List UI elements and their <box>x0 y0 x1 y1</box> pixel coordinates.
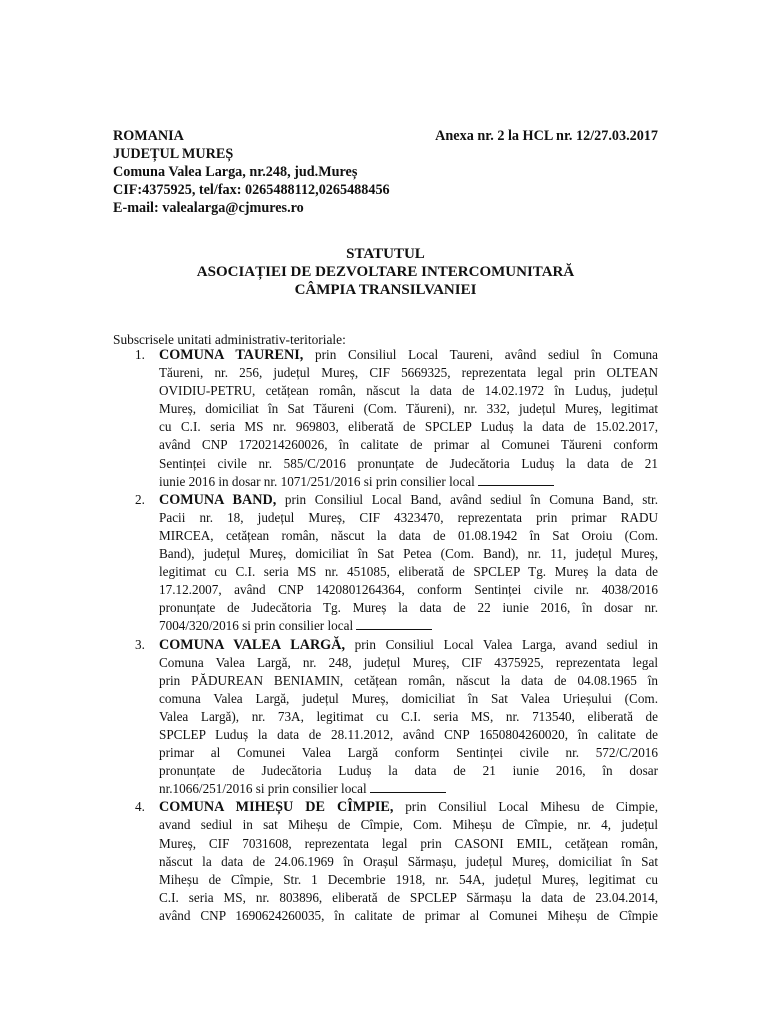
list-item-band <box>113 491 658 636</box>
title-line-1: STATUTUL <box>346 246 425 262</box>
list-item-line: având CNP 1720214260026, în calitate de primar al Comunei Tăureni conform <box>159 437 658 453</box>
list-item-line: Band), județul Mureș, domiciliat în Sat Petea (Com. Band), nr. 11, județul Mureș, <box>159 546 658 562</box>
member-list <box>113 346 658 925</box>
list-item-line: OVIDIU-PETRU, cetățean român, născut la data de 14.02.1972 în Luduș, județul <box>159 383 658 399</box>
header-contact: CIF:4375925, tel/fax: 0265488112,0265488456 <box>113 182 390 198</box>
title-line-2: ASOCIAȚIEI DE DEZVOLTARE INTERCOMUNITARĂ <box>196 264 575 280</box>
list-item-number: 2. <box>135 491 145 507</box>
list-item-text: prin Consiliul Local Valea Larga, avand sediul in <box>345 636 658 652</box>
list-item-line <box>159 473 658 491</box>
list-item-line: MIRCEA, cetățean român, născut la data de 01.08.1942 în Sat Oroiu (Com. <box>159 527 658 543</box>
title-line-3: CÂMPIA TRANSILVANIEI <box>294 282 477 298</box>
list-item-line: născut la data de 24.06.1969 în Orașul Sărmașu, județul Mureș, domiciliat în Sat <box>159 853 658 869</box>
annex-reference: Anexa nr. 2 la HCL nr. 12/27.03.2017 <box>435 128 658 144</box>
list-item-line: prin PĂDUREAN BENIAMIN, cetățean român, născut la data de 04.08.1965 în <box>159 672 658 688</box>
header-address: Comuna Valea Larga, nr.248, jud.Mureș <box>113 164 358 180</box>
header-country: ROMANIA <box>113 128 184 144</box>
list-item-line: 17.12.2007, având CNP 1420801264364, conform Sentinței civile nr. 4038/2016 <box>159 582 658 598</box>
document-header <box>113 127 658 217</box>
list-item-text: prin Consiliul Local Taureni, având sediul în Comuna <box>303 347 658 362</box>
list-item-line: Valea Largă), nr. 73A, legitimat cu C.I. seria MS, nr. 713540, eliberată de <box>159 708 658 724</box>
signature-blank <box>356 617 432 630</box>
document-title <box>113 245 658 299</box>
list-item-line: cu C.I. seria MS nr. 969803, eliberată de SPCLEP Luduș la data de 15.02.2017, <box>159 419 658 435</box>
list-item-text: iunie 2016 in dosar nr. 1071/251/2016 si prin consilier local <box>159 473 479 489</box>
list-item-line: Mureș, CIF 7031608, reprezentata legal prin CASONI EMIL, cetățean român, <box>159 835 658 851</box>
list-item-line <box>159 617 658 635</box>
list-item-line: C.I. seria MS, nr. 803896, eliberată de SPCLEP Sărmașu la data de 23.04.2014, <box>159 889 658 905</box>
list-item-tăureni <box>113 346 658 491</box>
list-item-line <box>159 491 658 509</box>
list-item-heading: COMUNA VALEA LARGĂ, <box>159 636 346 653</box>
list-item-line: Mureș, domiciliat în Sat Tăureni (Com. Tăureni), nr. 332, județul Mureș, legitimat <box>159 401 658 417</box>
header-email: E-mail: valealarga@cjmures.ro <box>113 200 304 216</box>
signature-blank <box>370 780 446 793</box>
list-item-line: avand sediul in sat Miheșu de Cîmpie, Com. Miheșu de Cîmpie, nr. 4, județul <box>159 817 658 833</box>
list-item-line: Pacii nr. 18, județul Mureș, CIF 4323470, reprezentata prin primar RADU <box>159 509 658 525</box>
list-item-line: Miheșu de Cîmpie, Str. 1 Decembrie 1918, nr. 54A, județul Mureș, legitimat cu <box>159 871 658 887</box>
list-item-heading: COMUNA TAURENI, <box>159 347 304 363</box>
list-item-line: comuna Valea Largă, județul Mureș, domiciliat în Sat Valea Urieșului (Com. <box>159 690 658 706</box>
list-item-text: 7004/320/2016 si prin consilier local <box>159 618 357 634</box>
list-item-line: Tăureni, nr. 256, județul Mureș, CIF 5669325, reprezentata legal prin OLTEAN <box>159 365 658 381</box>
list-item-heading: COMUNA BAND, <box>159 491 277 508</box>
list-item-line: primar al Comunei Valea Largă conform Sentinței civile nr. 572/C/2016 <box>159 745 658 761</box>
list-item-line <box>159 798 658 816</box>
list-item-number: 1. <box>135 347 145 362</box>
list-item-line: având CNP 1690624260035, în calitate de primar al Comunei Miheșu de Cîmpie <box>159 907 658 923</box>
list-item-line <box>159 780 658 798</box>
list-item-line: pronunțate de Judecătoria Luduș la data de 21 iunie 2016, în dosar <box>159 763 658 779</box>
list-item-heading: COMUNA MIHEȘU DE CÎMPIE, <box>159 799 394 816</box>
list-item-line: Sentinței civile nr. 585/C/2016 pronunțate de Judecătoria Luduș la data de 21 <box>159 455 658 471</box>
list-item-line <box>159 636 658 654</box>
list-item-line: pronunțate de Judecătoria Tg. Mureș la data de 22 iunie 2016, în dosar nr. <box>159 600 658 616</box>
list-item-line: legitimat cu C.I. seria MS nr. 451085, eliberată de SPCLEP Tg. Mureș la data de <box>159 564 658 580</box>
list-item-valea-larga <box>113 636 658 799</box>
signature-blank <box>478 473 554 486</box>
list-item-line: SPCLEP Luduș la data de 28.11.2012, având CNP 1650804260020, în calitate de <box>159 726 658 742</box>
list-item-number: 3. <box>135 636 145 652</box>
list-item-text: nr.1066/251/2016 si prin consilier local <box>159 781 370 797</box>
intro-text: Subscrisele unitati administrativ-teritoriale: <box>113 332 346 347</box>
header-county: JUDEȚUL MUREȘ <box>113 146 234 162</box>
list-item-mihesu-de-campie <box>113 798 658 925</box>
list-item-number: 4. <box>135 799 145 815</box>
list-item-line: Comuna Valea Largă, nr. 248, județul Mureș, CIF 4375925, reprezentata legal <box>159 654 658 670</box>
list-item-text: prin Consiliul Local Mihesu de Cimpie, <box>393 799 658 815</box>
list-item-text: prin Consiliul Local Band, având sediul în Comuna Band, str. <box>276 491 658 507</box>
list-item-line <box>159 346 658 364</box>
